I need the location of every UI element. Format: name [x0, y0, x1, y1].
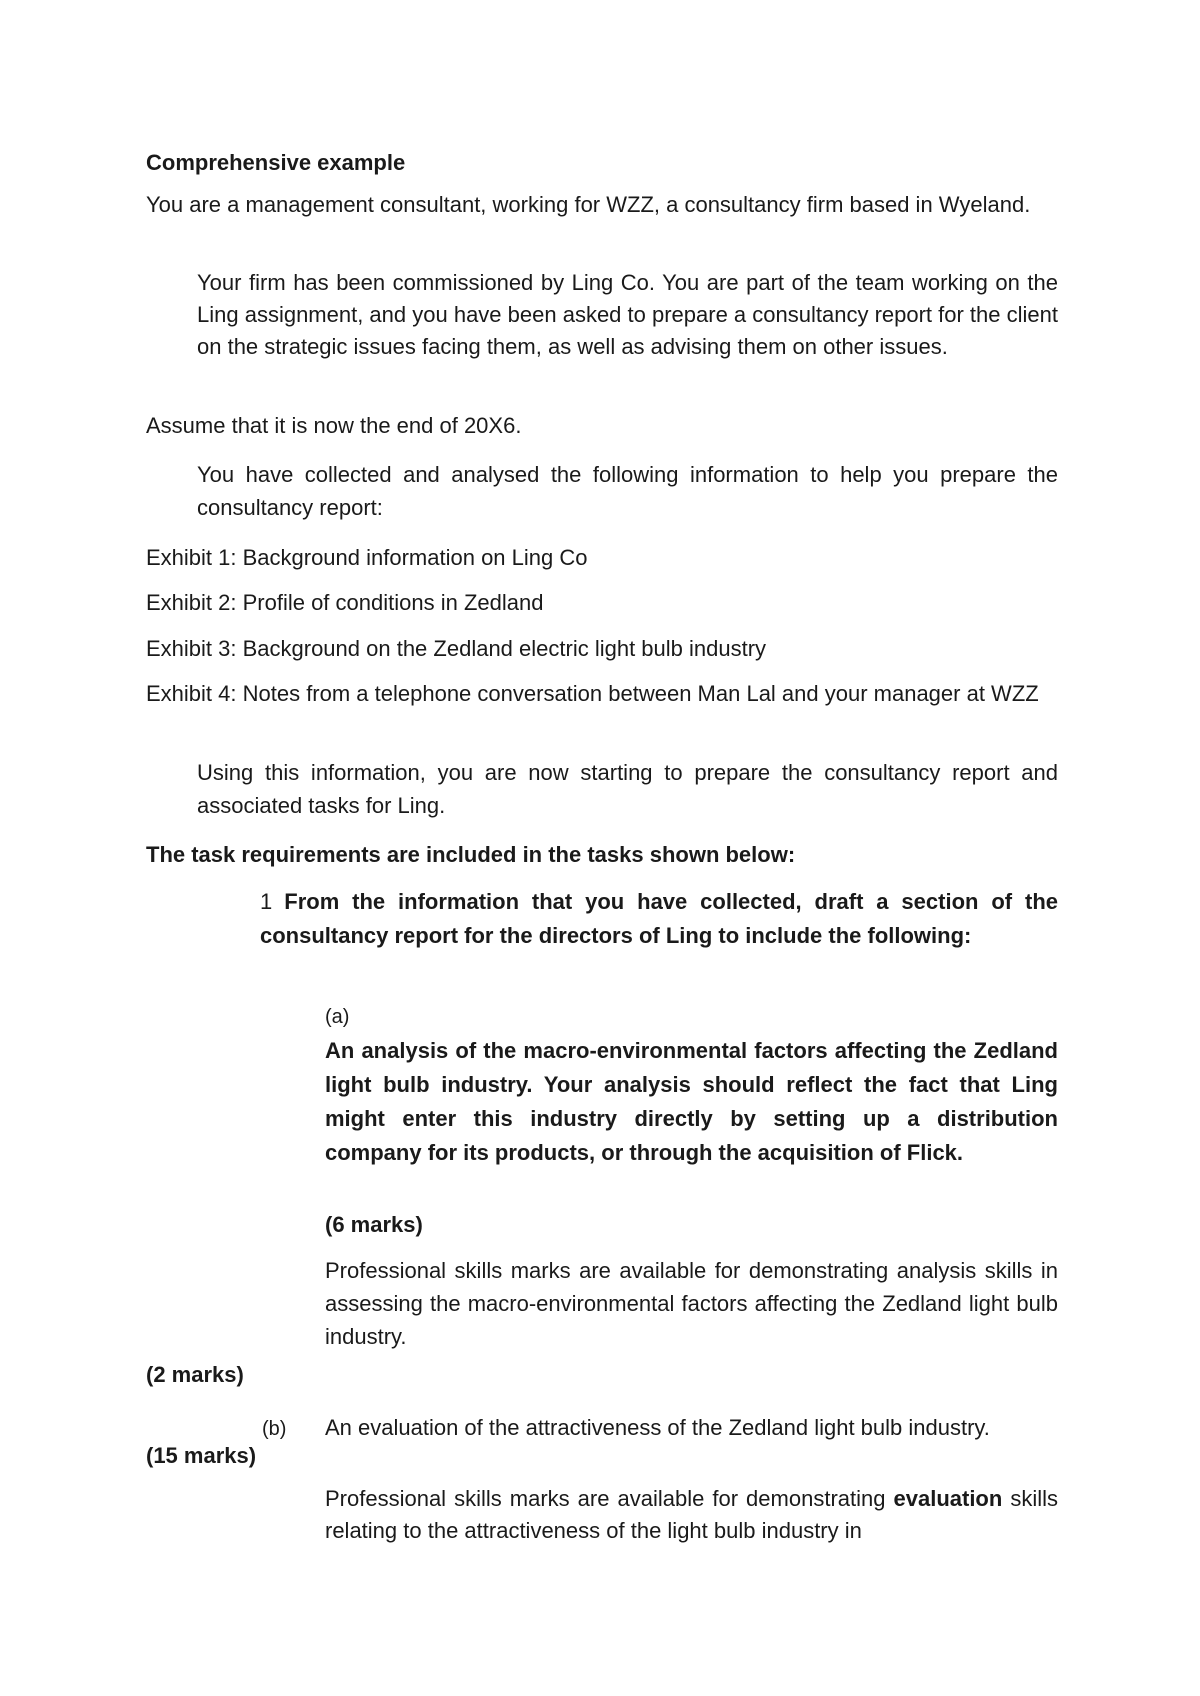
- task-1-number: 1: [260, 889, 273, 914]
- intro-paragraph: You are a management consultant, working for WZZ, a consultancy firm based in Wyeland.: [146, 192, 1031, 217]
- assume-paragraph: Assume that it is now the end of 20X6.: [146, 413, 522, 438]
- part-b-label: (b): [262, 1418, 287, 1440]
- part-a-marks: (6 marks): [325, 1212, 423, 1237]
- part-b-prof-pre: Professional skills marks are available for demonstrating: [325, 1486, 894, 1511]
- part-a-professional-skills: Professional skills marks are available for demonstrating analysis skills in assessing the macro-environmental factors affecting the Zedland light bulb industry.: [325, 1258, 1058, 1349]
- part-b-text: An evaluation of the attractiveness of the Zedland light bulb industry.: [325, 1415, 990, 1440]
- exhibit-4: Exhibit 4: Notes from a telephone conversation between Man Lal and your manager at WZZ: [146, 681, 1039, 706]
- part-b-marks: (15 marks): [146, 1443, 257, 1468]
- part-a-text: An analysis of the macro-environmental factors affecting the Zedland light bulb industry. Your analysis should reflect the fact that Ling might enter this industry directly by setting up a distribution company for its products, or through the acquisition of Flick.: [325, 1038, 1058, 1165]
- using-info-paragraph: Using this information, you are now starting to prepare the consultancy report and associated tasks for Ling.: [197, 760, 1058, 818]
- commission-paragraph: Your firm has been commissioned by Ling Co. You are part of the team working on the Ling assignment, and you have been asked to prepare a consultancy report for the client on the strategic issues facing them, as well as advising them on other issues.: [197, 270, 1058, 359]
- collected-paragraph: You have collected and analysed the following information to help you prepare the consultancy report:: [197, 462, 1058, 520]
- part-a-professional-marks: (2 marks): [146, 1362, 244, 1387]
- requirements-heading: The task requirements are included in the tasks shown below:: [146, 842, 796, 867]
- exhibit-2: Exhibit 2: Profile of conditions in Zedland: [146, 590, 544, 615]
- part-b-professional-skills: [325, 1483, 1058, 1547]
- part-a-label: (a): [325, 1006, 350, 1028]
- task-1-text: From the information that you have collected, draft a section of the consultancy report for the directors of Ling to include the following:: [260, 889, 1058, 948]
- exhibit-1: Exhibit 1: Background information on Ling Co: [146, 545, 588, 570]
- task-1: [260, 885, 1058, 953]
- part-b-prof-post: skills relating to the attractiveness of the light bulb industry in: [325, 1486, 1058, 1543]
- part-b-prof-bold: evaluation: [893, 1486, 1003, 1511]
- exhibit-3: Exhibit 3: Background on the Zedland electric light bulb industry: [146, 636, 767, 661]
- document-heading: Comprehensive example: [146, 150, 406, 175]
